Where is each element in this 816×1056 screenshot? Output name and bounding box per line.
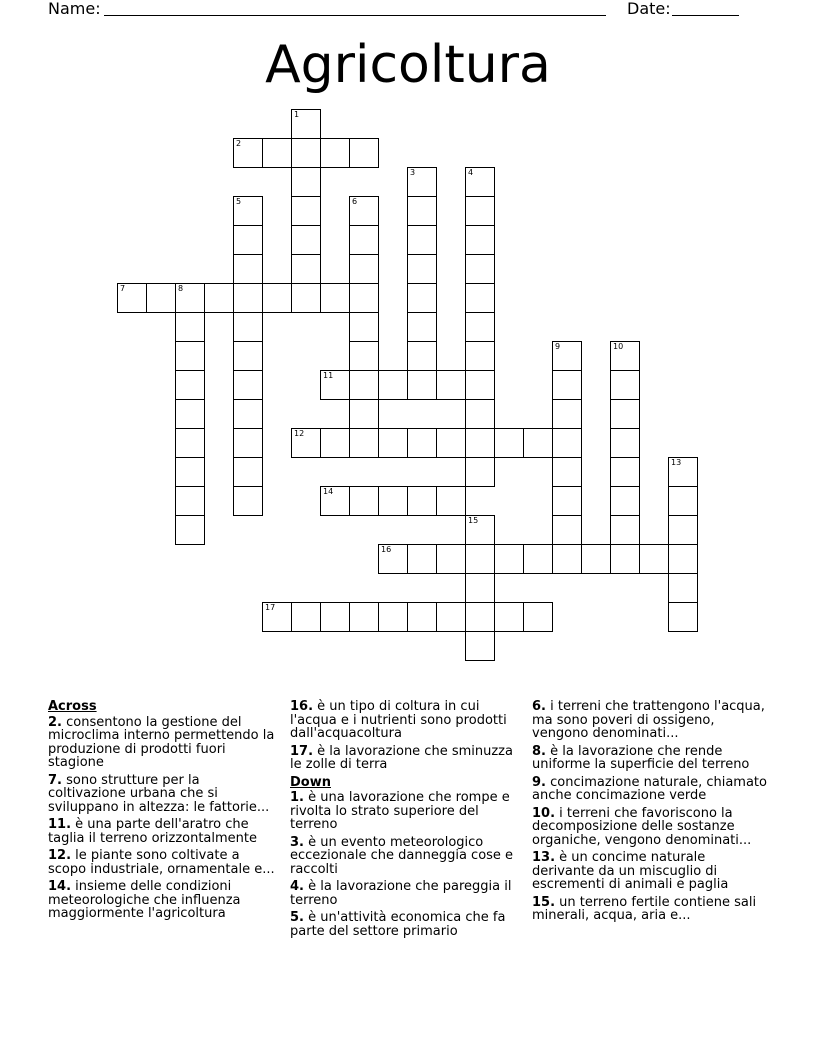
grid-cell[interactable]	[233, 428, 263, 458]
clue-down-15: 15. un terreno fertile contiene sali minerali, acqua, aria e...	[532, 894, 757, 923]
grid-cell[interactable]	[610, 428, 640, 458]
date-label: Date:	[627, 0, 671, 18]
grid-cell[interactable]	[668, 457, 698, 487]
grid-cell[interactable]	[465, 225, 495, 255]
grid-cell[interactable]	[233, 138, 263, 168]
grid-cell[interactable]	[465, 283, 495, 313]
grid-cell[interactable]	[378, 370, 408, 400]
grid-cell[interactable]	[291, 225, 321, 255]
grid-cell[interactable]	[233, 341, 263, 371]
grid-cell[interactable]	[233, 196, 263, 226]
grid-cell[interactable]	[233, 283, 263, 313]
grid-cell[interactable]	[233, 312, 263, 342]
grid-cell[interactable]	[668, 544, 698, 574]
grid-cell[interactable]	[465, 428, 495, 458]
grid-cell[interactable]	[204, 283, 234, 313]
clue-number: 7	[120, 284, 126, 293]
grid-cell[interactable]	[465, 631, 495, 661]
grid-cell[interactable]	[146, 283, 176, 313]
clue-across-16: 16. è un tipo di coltura in cui l'acqua e i nutrienti sono prodotti dall'acquacoltura	[290, 699, 507, 741]
grid-cell[interactable]	[494, 602, 524, 632]
clue-number: 11	[323, 371, 334, 380]
grid-cell[interactable]	[552, 341, 582, 371]
grid-cell[interactable]	[291, 167, 321, 197]
grid-cell[interactable]	[291, 428, 321, 458]
grid-cell[interactable]	[668, 602, 698, 632]
grid-cell[interactable]	[407, 602, 437, 632]
clue-down-10: 10. i terreni che favoriscono la decomposizione delle sostanze organiche, vengono denominati...	[532, 805, 752, 848]
grid-cell[interactable]	[465, 457, 495, 487]
grid-cell[interactable]	[349, 486, 379, 516]
grid-cell[interactable]	[320, 602, 350, 632]
grid-cell[interactable]	[291, 138, 321, 168]
grid-cell[interactable]	[610, 515, 640, 545]
clue-number: 5	[236, 197, 242, 206]
grid-cell[interactable]	[668, 486, 698, 516]
grid-cell[interactable]	[175, 341, 205, 371]
grid-cell[interactable]	[349, 428, 379, 458]
grid-cell[interactable]	[175, 486, 205, 516]
grid-cell[interactable]	[436, 428, 466, 458]
grid-cell[interactable]	[523, 602, 553, 632]
grid-cell[interactable]	[175, 515, 205, 545]
grid-cell[interactable]	[349, 196, 379, 226]
grid-cell[interactable]	[175, 370, 205, 400]
grid-cell[interactable]	[407, 254, 437, 284]
grid-cell[interactable]	[465, 196, 495, 226]
grid-cell[interactable]	[233, 254, 263, 284]
grid-cell[interactable]	[436, 544, 466, 574]
clue-down-5: 5. è un'attività economica che fa parte del settore primario	[290, 910, 506, 939]
clue-number: 8	[178, 284, 184, 293]
grid-cell[interactable]	[378, 428, 408, 458]
grid-cell[interactable]	[233, 457, 263, 487]
grid-cell[interactable]	[465, 370, 495, 400]
grid-cell[interactable]	[262, 138, 292, 168]
grid-cell[interactable]	[407, 341, 437, 371]
grid-cell[interactable]	[175, 399, 205, 429]
grid-cell[interactable]	[378, 544, 408, 574]
clue-down-3: 3. è un evento meteorologico eccezionale che danneggia cose e raccolti	[290, 834, 514, 877]
grid-cell[interactable]	[349, 341, 379, 371]
grid-cell[interactable]	[291, 602, 321, 632]
clue-number: 4	[468, 168, 474, 177]
grid-cell[interactable]	[175, 428, 205, 458]
grid-cell[interactable]	[349, 399, 379, 429]
grid-cell[interactable]	[262, 283, 292, 313]
clue-down-4: 4. è la lavorazione che pareggia il terreno	[290, 879, 512, 908]
grid-cell[interactable]	[407, 196, 437, 226]
grid-cell[interactable]	[465, 312, 495, 342]
clue-number: 15	[468, 516, 479, 525]
grid-cell[interactable]	[465, 544, 495, 574]
grid-cell[interactable]	[610, 486, 640, 516]
grid-cell[interactable]	[465, 515, 495, 545]
grid-cell[interactable]	[320, 428, 350, 458]
grid-cell[interactable]	[407, 544, 437, 574]
clue-number: 9	[555, 342, 561, 351]
clue-number: 2	[236, 139, 242, 148]
grid-cell[interactable]	[610, 457, 640, 487]
grid-cell[interactable]	[436, 370, 466, 400]
grid-cell[interactable]	[523, 428, 553, 458]
grid-cell[interactable]	[349, 138, 379, 168]
grid-cell[interactable]	[552, 515, 582, 545]
clue-number: 12	[294, 429, 305, 438]
clues-column-3	[532, 700, 768, 927]
grid-cell[interactable]	[117, 283, 147, 313]
grid-cell[interactable]	[465, 399, 495, 429]
grid-cell[interactable]	[465, 341, 495, 371]
clue-number: 3	[410, 168, 416, 177]
grid-cell[interactable]	[320, 370, 350, 400]
name-label: Name:	[48, 0, 101, 18]
grid-cell[interactable]	[407, 428, 437, 458]
grid-cell[interactable]	[552, 399, 582, 429]
grid-cell[interactable]	[233, 399, 263, 429]
clue-across-14: 14. insieme delle condizioni meteorologiche che influenza maggiormente l'agricoltura	[48, 879, 241, 921]
clue-down-13: 13. è un concime naturale derivante da un miscuglio di escrementi di animali e paglia	[532, 850, 729, 892]
grid-cell[interactable]	[407, 167, 437, 197]
grid-cell[interactable]	[378, 486, 408, 516]
grid-cell[interactable]	[465, 167, 495, 197]
clue-number: 14	[323, 487, 334, 496]
grid-cell[interactable]	[552, 544, 582, 574]
grid-cell[interactable]	[233, 370, 263, 400]
grid-cell[interactable]	[436, 486, 466, 516]
grid-cell[interactable]	[552, 486, 582, 516]
clue-number: 13	[671, 458, 682, 467]
clue-across-12: 12. le piante sono coltivate a scopo industriale, ornamentale e...	[48, 848, 275, 877]
grid-cell[interactable]	[175, 457, 205, 487]
grid-cell[interactable]	[349, 283, 379, 313]
grid-cell[interactable]	[175, 283, 205, 313]
clue-number: 10	[613, 342, 624, 351]
grid-cell[interactable]	[668, 515, 698, 545]
grid-cell[interactable]	[320, 486, 350, 516]
grid-cell[interactable]	[407, 486, 437, 516]
grid-cell[interactable]	[465, 602, 495, 632]
grid-cell[interactable]	[552, 370, 582, 400]
clue-number: 6	[352, 197, 358, 206]
clue-number: 17	[265, 603, 276, 612]
grid-cell[interactable]	[349, 225, 379, 255]
grid-cell[interactable]	[407, 312, 437, 342]
grid-cell[interactable]	[233, 225, 263, 255]
grid-cell[interactable]	[407, 225, 437, 255]
grid-cell[interactable]	[291, 196, 321, 226]
grid-cell[interactable]	[320, 138, 350, 168]
grid-cell[interactable]	[378, 602, 408, 632]
grid-cell[interactable]	[610, 370, 640, 400]
clue-across-7: 7. sono strutture per la coltivazione urbana che si sviluppano in altezza: le fattorie...	[48, 772, 270, 815]
grid-cell[interactable]	[291, 254, 321, 284]
clue-across-11: 11. è una parte dell'aratro che taglia il terreno orizzontalmente	[48, 817, 258, 846]
grid-cell[interactable]	[349, 370, 379, 400]
grid-cell[interactable]	[320, 283, 350, 313]
clues-column-1	[48, 700, 276, 925]
clue-across-2: 2. consentono la gestione del microclima interno permettendo la produzione di prodotti fuori stagione	[48, 714, 275, 770]
grid-cell[interactable]	[291, 283, 321, 313]
clue-down-8: 8. è la lavorazione che rende uniforme la superficie del terreno	[532, 743, 750, 772]
clue-down-6: 6. i terreni che trattengono l'acqua, ma sono poveri di ossigeno, vengono denominati...	[532, 699, 765, 741]
down-heading: Down	[290, 774, 331, 790]
grid-cell[interactable]	[291, 109, 321, 139]
grid-cell[interactable]	[262, 602, 292, 632]
grid-cell[interactable]	[581, 544, 611, 574]
grid-cell[interactable]	[233, 486, 263, 516]
clue-down-9: 9. concimazione naturale, chiamato anche concimazione verde	[532, 774, 767, 803]
grid-cell[interactable]	[436, 602, 466, 632]
grid-cell[interactable]	[523, 544, 553, 574]
clue-across-17: 17. è la lavorazione che sminuzza le zolle di terra	[290, 743, 513, 772]
grid-cell[interactable]	[552, 457, 582, 487]
grid-cell[interactable]	[349, 312, 379, 342]
page-title: Agricoltura	[265, 35, 551, 95]
across-heading: Across	[48, 699, 97, 714]
grid-cell[interactable]	[494, 428, 524, 458]
clue-down-1: 1. è una lavorazione che rompe e rivolta lo strato superiore del terreno	[290, 790, 510, 832]
grid-cell[interactable]	[610, 399, 640, 429]
grid-cell[interactable]	[465, 254, 495, 284]
grid-cell[interactable]	[407, 370, 437, 400]
grid-cell[interactable]	[175, 312, 205, 342]
clue-number: 1	[294, 110, 300, 119]
clues-column-2	[290, 700, 526, 942]
grid-cell[interactable]	[465, 573, 495, 603]
clue-number: 16	[381, 545, 392, 554]
grid-cell[interactable]	[349, 602, 379, 632]
grid-cell[interactable]	[610, 341, 640, 371]
grid-cell[interactable]	[668, 573, 698, 603]
grid-cell[interactable]	[407, 283, 437, 313]
grid-cell[interactable]	[349, 254, 379, 284]
grid-cell[interactable]	[552, 428, 582, 458]
grid-cell[interactable]	[639, 544, 669, 574]
grid-cell[interactable]	[610, 544, 640, 574]
grid-cell[interactable]	[494, 544, 524, 574]
